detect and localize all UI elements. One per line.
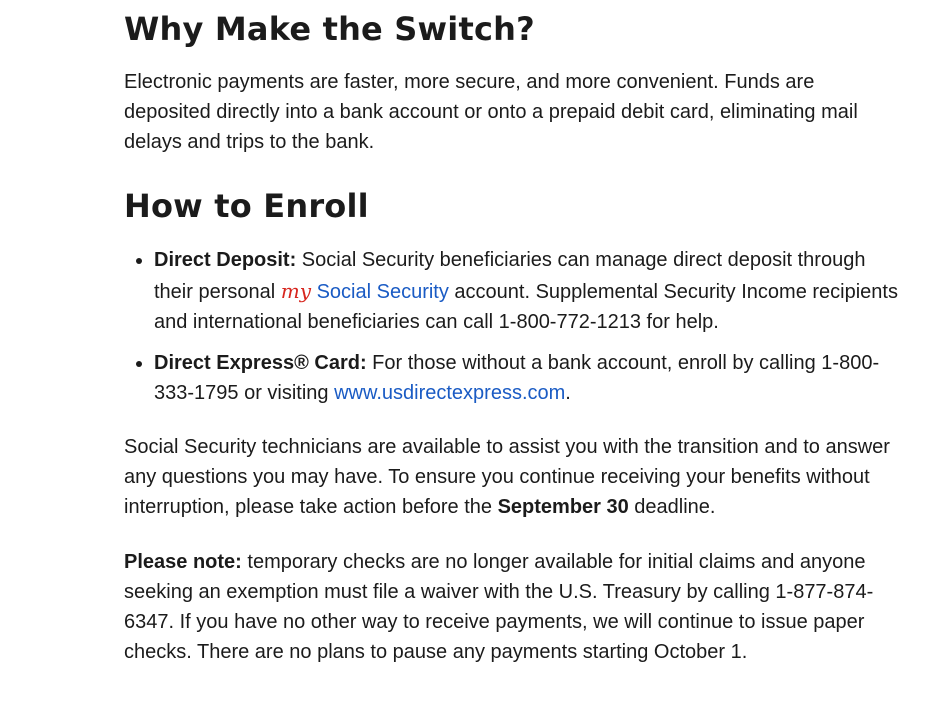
heading-why-switch: Why Make the Switch?: [124, 10, 535, 48]
my-prefix: my: [280, 278, 312, 303]
direct-express-text: For those without a bank account, enroll by calling 1-800-333-1795 or visiting: [154, 351, 880, 404]
usdirectexpress-link[interactable]: www.usdirectexpress.com: [334, 382, 566, 404]
my-social-security-link-text: Social Security: [311, 280, 449, 303]
direct-express-text-after: .: [565, 382, 571, 404]
direct-deposit-text: Social Security beneficiaries can manage direct deposit through their personal: [154, 249, 866, 303]
paragraph-why-switch: Electronic payments are faster, more secure, and more convenient. Funds are deposited directly into a bank account or onto a prepaid debit card, eliminating mail delays and trips to the bank.: [124, 71, 858, 153]
heading-how-to-enroll: How to Enroll: [124, 187, 369, 225]
technicians-text-after: deadline.: [628, 496, 716, 518]
please-note-label: Please note:: [124, 551, 242, 573]
paragraph-technicians: [124, 432, 902, 522]
please-note-text: temporary checks are no longer available for initial claims and anyone seeking an exemption must file a waiver with the U.S. Treasury by calling 1-877-874-6347. If you have no other way to receive payments, we will continue to issue paper checks. There are no plans to pause any payments starting October 1.: [124, 551, 874, 663]
direct-express-label: Direct Express® Card:: [154, 351, 367, 374]
technicians-text: Social Security technicians are available to assist you with the transition and to answer any questions you may have. To ensure you continue receiving your benefits without interruption, please take action before the: [124, 436, 890, 518]
direct-deposit-label: Direct Deposit:: [154, 249, 297, 271]
deadline-date: September 30: [497, 496, 629, 518]
enroll-list: [124, 245, 904, 419]
my-social-security-link[interactable]: [280, 278, 449, 303]
list-item-direct-express: [154, 348, 904, 409]
direct-deposit-text-after: account. Supplemental Security Income recipients and international beneficiaries can call 1-800-772-1213 for help.: [154, 280, 898, 333]
paragraph-please-note: [124, 547, 902, 667]
list-item-direct-deposit: [154, 245, 904, 338]
